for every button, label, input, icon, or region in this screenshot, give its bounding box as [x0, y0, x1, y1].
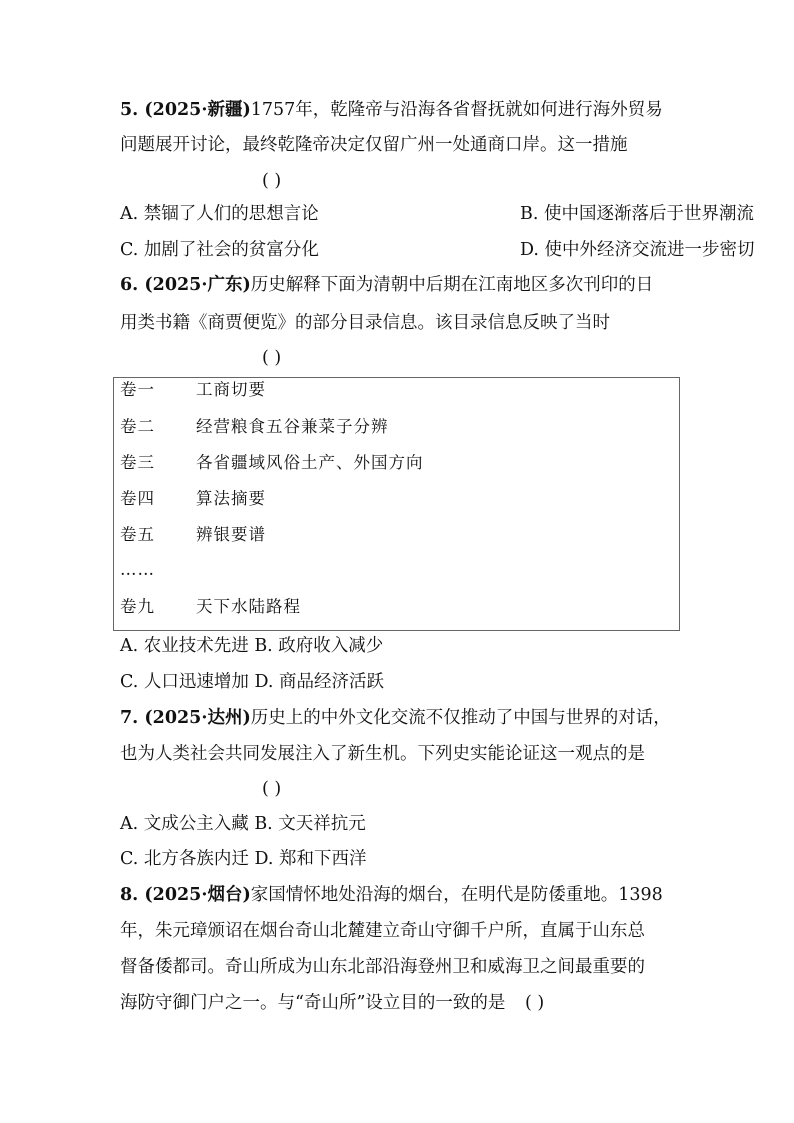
- catalog-row: [120, 416, 389, 438]
- question-6-line-1: [120, 273, 653, 297]
- question-5-line-1: [120, 98, 663, 122]
- catalog-volume: 卷二: [120, 417, 155, 436]
- catalog-title: 算法摘要: [196, 489, 266, 508]
- question-7-number-source: 7. (2025·达州): [120, 708, 251, 728]
- catalog-row: [120, 488, 266, 510]
- question-5-option-row-2: [120, 238, 755, 262]
- catalog-title: 各省疆域风俗土产、外国方向: [196, 453, 424, 472]
- question-7-answer-bracket: ( ): [262, 779, 282, 799]
- question-7-options-2: C. 北方各族内迁 D. 郑和下西洋: [120, 849, 367, 869]
- question-8-number-source: 8. (2025·烟台): [120, 885, 251, 905]
- question-5-answer-bracket: ( ): [262, 171, 282, 191]
- catalog-row: [120, 452, 424, 474]
- question-5-text-2: 问题展开讨论，最终乾隆帝决定仅留广州一处通商口岸。这一措施: [120, 135, 628, 155]
- question-6-answer-bracket: ( ): [262, 348, 282, 368]
- question-8-text-4-body: 海防守御门户之一。与“奇山所”设立目的一致的是: [120, 993, 506, 1013]
- question-6-text-2: 用类书籍《商贾便览》的部分目录信息。该目录信息反映了当时: [120, 313, 610, 333]
- catalog-volume: 卷三: [120, 453, 155, 472]
- question-7-line-1: [120, 706, 671, 730]
- catalog-title: 辨银要谱: [196, 525, 266, 544]
- question-5-option-d: D. 使中外经济交流进一步密切: [520, 240, 755, 260]
- question-5-option-row-1: [120, 202, 754, 226]
- catalog-volume: 卷九: [120, 597, 155, 616]
- catalog-title: 工商切要: [196, 380, 266, 399]
- catalog-volume: 卷一: [120, 380, 155, 399]
- question-8-text-3: 督备倭都司。奇山所成为山东北部沿海登州卫和威海卫之间最重要的: [120, 957, 645, 977]
- catalog-row: [120, 524, 266, 546]
- catalog-table: [113, 377, 680, 631]
- catalog-row: [120, 559, 196, 581]
- catalog-row: [120, 379, 266, 401]
- catalog-volume: 卷五: [120, 525, 155, 544]
- question-5-option-a: A. 禁锢了人们的思想言论: [120, 204, 319, 224]
- question-8-text-1: 家国情怀地处沿海的烟台，在明代是防倭重地。1398: [250, 885, 663, 905]
- question-7-text-1: 历史上的中外文化交流不仅推动了中国与世界的对话，: [250, 708, 671, 728]
- question-7-text-2: 也为人类社会共同发展注入了新生机。下列史实能论证这一观点的是: [120, 744, 645, 764]
- question-8-line-1: [120, 883, 663, 907]
- question-6-options-1: A. 农业技术先进 B. 政府收入减少: [120, 636, 384, 656]
- question-5-option-c: C. 加剧了社会的贫富分化: [120, 240, 319, 260]
- question-8-text-4: [120, 991, 544, 1015]
- question-6-options-2: C. 人口迅速增加 D. 商品经济活跃: [120, 672, 384, 692]
- catalog-ellipsis: ……: [120, 560, 155, 579]
- question-8-answer-bracket: ( ): [524, 993, 545, 1013]
- question-6-text-1: 历史解释下面为清朝中后期在江南地区多次刊印的日: [250, 275, 654, 295]
- question-5-number-source: 5. (2025·新疆): [120, 100, 251, 120]
- catalog-volume: 卷四: [120, 489, 155, 508]
- catalog-title: 经营粮食五谷兼菜子分辨: [196, 417, 389, 436]
- catalog-row: [120, 596, 301, 618]
- question-8-text-2: 年，朱元璋颁诏在烟台奇山北麓建立奇山守御千户所，直属于山东总: [120, 921, 645, 941]
- question-6-number-source: 6. (2025·广东): [120, 275, 251, 295]
- catalog-title: 天下水陆路程: [196, 597, 301, 616]
- question-7-options-1: A. 文成公主入藏 B. 文天祥抗元: [120, 814, 366, 834]
- question-5-text-1: 1757年，乾隆帝与沿海各省督抚就如何进行海外贸易: [250, 100, 663, 120]
- question-5-option-b: B. 使中国逐渐落后于世界潮流: [520, 204, 754, 224]
